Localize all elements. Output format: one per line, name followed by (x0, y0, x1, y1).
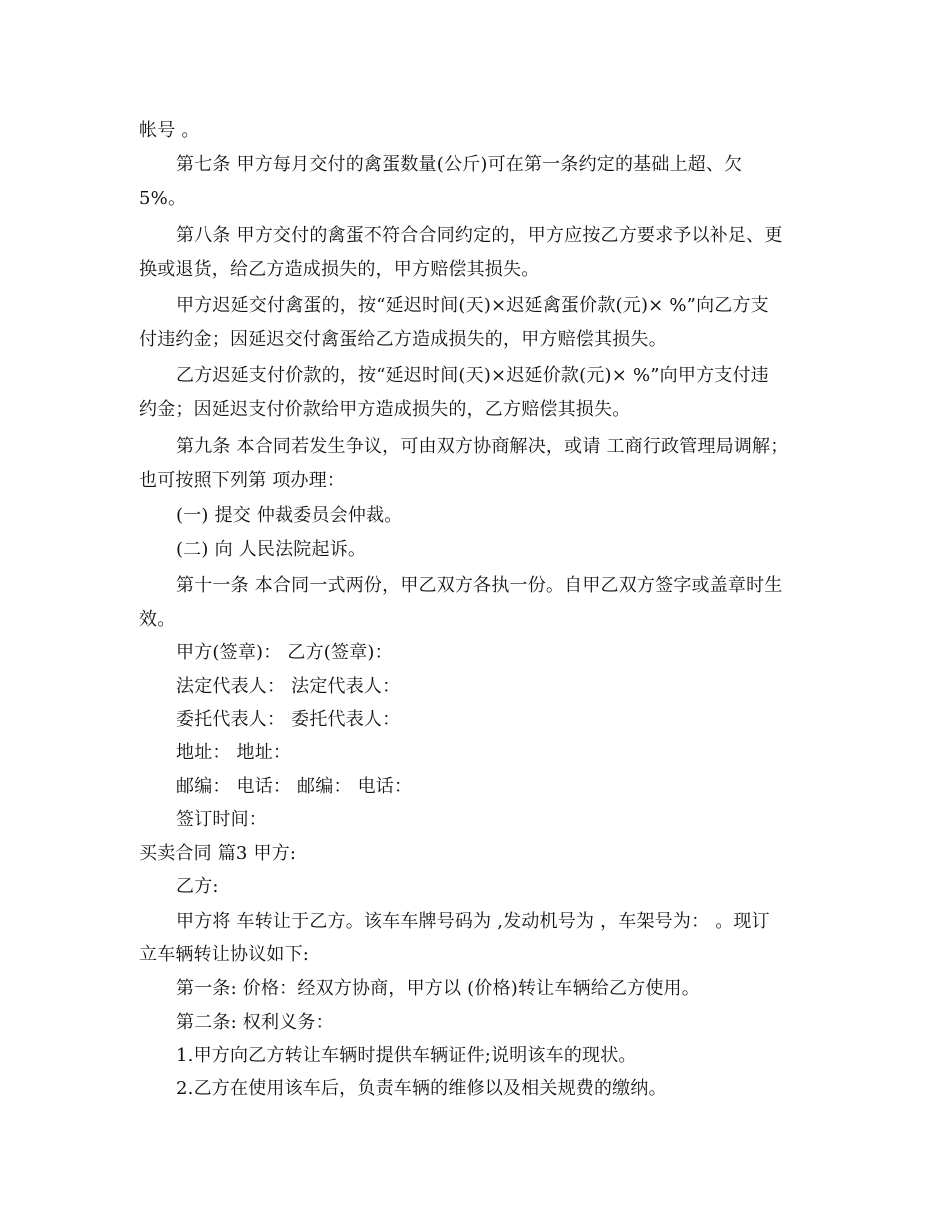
text-line: 乙方迟延支付价款的，按“延迟时间(天)×迟延价款(元)× %”向甲方支付违 (176, 365, 769, 386)
text-line: 第九条 本合同若发生争议，可由双方协商解决，或请 工商行政管理局调解； (176, 436, 789, 457)
text-line: (一) 提交 仲裁委员会仲裁。 (176, 505, 403, 526)
text-line: 签订时间： (176, 809, 267, 830)
text-line: 法定代表人： 法定代表人： (176, 676, 401, 697)
text-line: 第十一条 本合同一式两份，甲乙双方各执一份。自甲乙双方签字或盖章时生 (176, 575, 783, 596)
text-line: (二) 向 人民法院起诉。 (176, 539, 367, 560)
text-line: 甲方迟延交付禽蛋的，按“延迟时间(天)×迟延禽蛋价款(元)× %”向乙方支 (176, 295, 769, 316)
text-line: 换或退货，给乙方造成损失的，甲方赔偿其损失。 (139, 259, 540, 280)
text-line: 第八条 甲方交付的禽蛋不符合合同约定的，甲方应按乙方要求予以补足、更 (176, 225, 783, 246)
text-line: 1.甲方向乙方转让车辆时提供车辆证件;说明该车的现状。 (176, 1045, 637, 1066)
text-line: 甲方将 车转让于乙方。该车车牌号码为 ,发动机号为 ，车架号为： 。现订 (176, 911, 770, 932)
text-line: 委托代表人： 委托代表人： (176, 709, 401, 730)
text-line: 也可按照下列第 项办理： (139, 470, 346, 491)
text-line: 邮编： 电话： 邮编： 电话： (176, 776, 413, 797)
text-line: 甲方(签章)： 乙方(签章)： (176, 642, 393, 663)
text-line: 地址： 地址： (176, 742, 292, 763)
text-line: 第二条: 权利义务： (176, 1012, 334, 1033)
text-line: 立车辆转让协议如下: (139, 944, 310, 965)
text-line: 买卖合同 篇3 甲方: (139, 843, 297, 864)
text-line: 乙方: (176, 876, 219, 897)
text-line: 第一条: 价格：经双方协商，甲方以 (价格)转让车辆给乙方使用。 (176, 978, 700, 999)
text-line: 5%。 (139, 188, 187, 209)
text-line: 效。 (139, 609, 176, 630)
text-line: 付违约金；因延迟交付禽蛋给乙方造成损失的，甲方赔偿其损失。 (139, 329, 667, 350)
text-line: 约金；因延迟支付价款给甲方造成损失的，乙方赔偿其损失。 (139, 399, 631, 420)
text-line: 2.乙方在使用该车后，负责车辆的维修以及相关规费的缴纳。 (176, 1078, 667, 1099)
text-line: 帐号 。 (139, 120, 200, 141)
text-line: 第七条 甲方每月交付的禽蛋数量(公斤)可在第一条约定的基础上超、欠 (176, 154, 743, 175)
